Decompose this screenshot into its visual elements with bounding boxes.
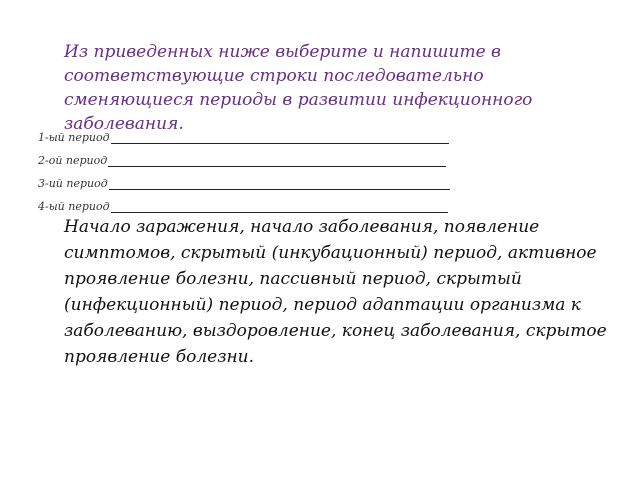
period-answer-line-1[interactable] xyxy=(111,131,449,144)
answer-options: Начало заражения, начало заболевания, появление симптомов, скрытый (инкубационный) период, активное проявление болезни, пассивный период, скрытый (инфекционный) период, период адаптации организма к заболеванию, выздоровление, конец заболевания, скрытое проявление болезни. xyxy=(64,217,607,367)
period-row-3 xyxy=(38,167,450,190)
period-label-3: 3-ий период xyxy=(38,177,108,190)
period-row-1 xyxy=(38,121,450,144)
period-label-4: 4-ый период xyxy=(38,200,110,213)
period-answer-line-3[interactable] xyxy=(109,177,450,190)
period-answer-line-2[interactable] xyxy=(108,154,446,167)
period-label-1: 1-ый период xyxy=(38,131,110,144)
period-row-4 xyxy=(38,190,450,213)
period-list xyxy=(38,121,450,213)
period-answer-line-4[interactable] xyxy=(111,200,448,213)
period-row-2 xyxy=(38,144,450,167)
task-instruction: Из приведенных ниже выберите и напишите в соответствующие строки последовательно сменяющиеся периоды в развитии инфекционного заболевания. xyxy=(64,42,533,134)
period-label-2: 2-ой период xyxy=(38,154,108,167)
